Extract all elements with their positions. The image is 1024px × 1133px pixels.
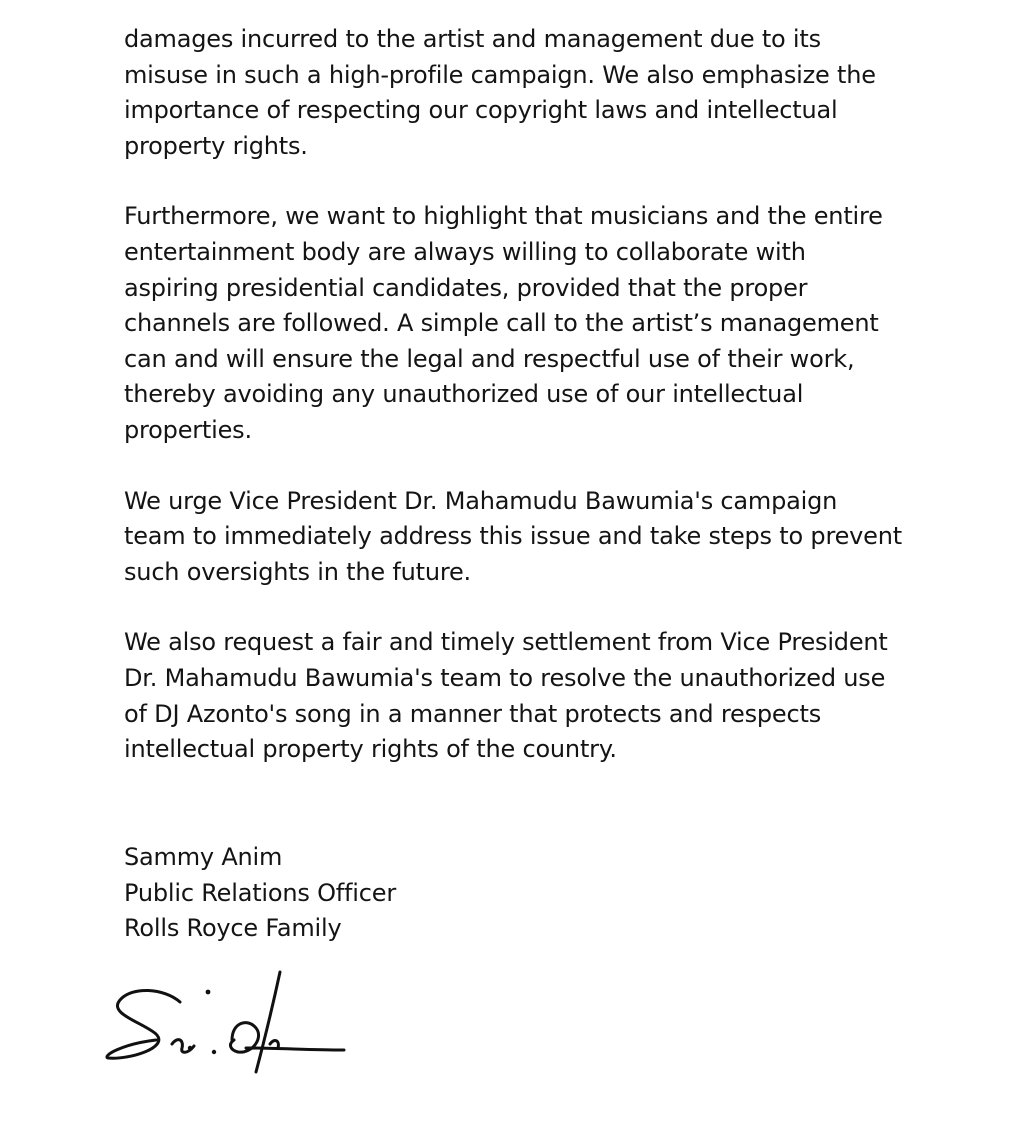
text-line: entertainment body are always willing to collaborate with [124,237,806,266]
text-line: thereby avoiding any unauthorized use of our intellectual [124,380,804,409]
text-line: Dr. Mahamudu Bawumia's team to resolve the unauthorized use [124,663,886,692]
text-line: misuse in such a high-profile campaign. We also emphasize the [124,60,876,89]
paragraph-urge-campaign [124,484,964,591]
text-line: channels are followed. A simple call to the artist’s management [124,309,879,338]
text-line: importance of respecting our copyright laws and intellectual [124,96,838,125]
text-line: team to immediately address this issue and take steps to prevent [124,522,902,551]
signer-organization: Rolls Royce Family [124,914,342,943]
text-line: properties. [124,415,252,444]
text-line: of DJ Azonto's song in a manner that protects and respects [124,699,821,728]
paragraph-damages [124,22,964,164]
text-line: such oversights in the future. [124,557,471,586]
paragraph-settlement-request [124,625,964,767]
paragraph-collaboration [124,199,964,448]
text-line: property rights. [124,131,308,160]
text-line: intellectual property rights of the country. [124,735,617,764]
handwritten-signature [98,960,358,1090]
letter-body [124,22,964,803]
text-line: aspiring presidential candidates, provided that the proper [124,273,808,302]
signer-title: Public Relations Officer [124,878,396,907]
signoff-block [124,840,396,947]
text-line: can and will ensure the legal and respectful use of their work, [124,344,855,373]
text-line: We urge Vice President Dr. Mahamudu Bawumia's campaign [124,486,838,515]
signer-name: Sammy Anim [124,843,283,871]
text-line: damages incurred to the artist and management due to its [124,25,821,53]
text-line: Furthermore, we want to highlight that musicians and the entire [124,202,883,231]
text-line: We also request a fair and timely settlement from Vice President [124,628,888,657]
